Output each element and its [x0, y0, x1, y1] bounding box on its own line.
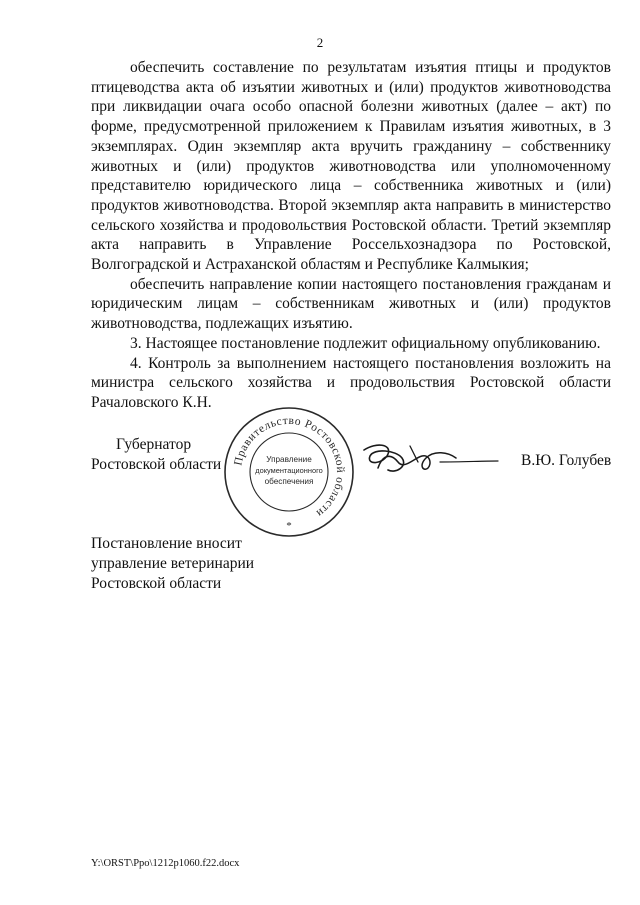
seal-ring-text: Правительство Ростовской области [232, 414, 347, 520]
signatory-title [91, 435, 221, 475]
paragraph: 3. Настоящее постановление подлежит официальному опубликованию. [130, 334, 601, 352]
signatory-title-line: Губернатор [116, 436, 192, 453]
document-body [91, 58, 611, 413]
paragraph: обеспечить направление копии настоящего постановления гражданам и юридическим лицам – собственникам животных и (или) продуктов животноводства, подлежащих изъятию. [91, 275, 611, 333]
introduced-by-line: Постановление вносит [91, 535, 242, 552]
introduced-by-block [91, 534, 254, 594]
introduced-by-line: управление ветеринарии [91, 555, 255, 572]
paragraph: обеспечить составление по результатам изъятия птицы и продуктов птицеводства акта об изъятии животных и (или) продуктов животноводства при ликвидации очага особо опасной болезни животных (далее – акт) по форме, предусмотренной приложением к Правилам изъятия животных, в 3 экземплярах. Один экземпляр акта вручить гражданину – собственнику животных и (или) продуктов животноводства или уполномоченному представителю юридического лица – собственника животных и (или) продуктов животноводства. Второй экземпляр акта направить в министерство сельского хозяйства и продовольствия Ростовской области. Третий экземпляр акта направить в Управление Россельхознадзора по Ростовской, Волгоградской и Астраханской областям и Республике Калмыкия; [91, 59, 611, 274]
page-number: 2 [316, 35, 324, 50]
seal-star-icon: * [286, 520, 292, 532]
signer-name: В.Ю. Голубев [521, 452, 612, 469]
signatory-title-line: Ростовской области [91, 456, 222, 473]
seal-center-text: обеспечения [264, 477, 314, 486]
paragraph: 4. Контроль за выполнением настоящего постановления возложить на министра сельского хозяйства и продовольствия Ростовской области Рачаловского К.Н. [91, 354, 611, 411]
introduced-by-line: Ростовской области [91, 575, 222, 592]
handwritten-signature [352, 428, 502, 488]
official-seal [222, 405, 356, 539]
file-path-footer: Y:\ORST\Ppo\1212p1060.f22.docx [91, 858, 240, 869]
seal-center-text: документационного [255, 466, 323, 475]
seal-center-text: Управление [266, 455, 312, 464]
